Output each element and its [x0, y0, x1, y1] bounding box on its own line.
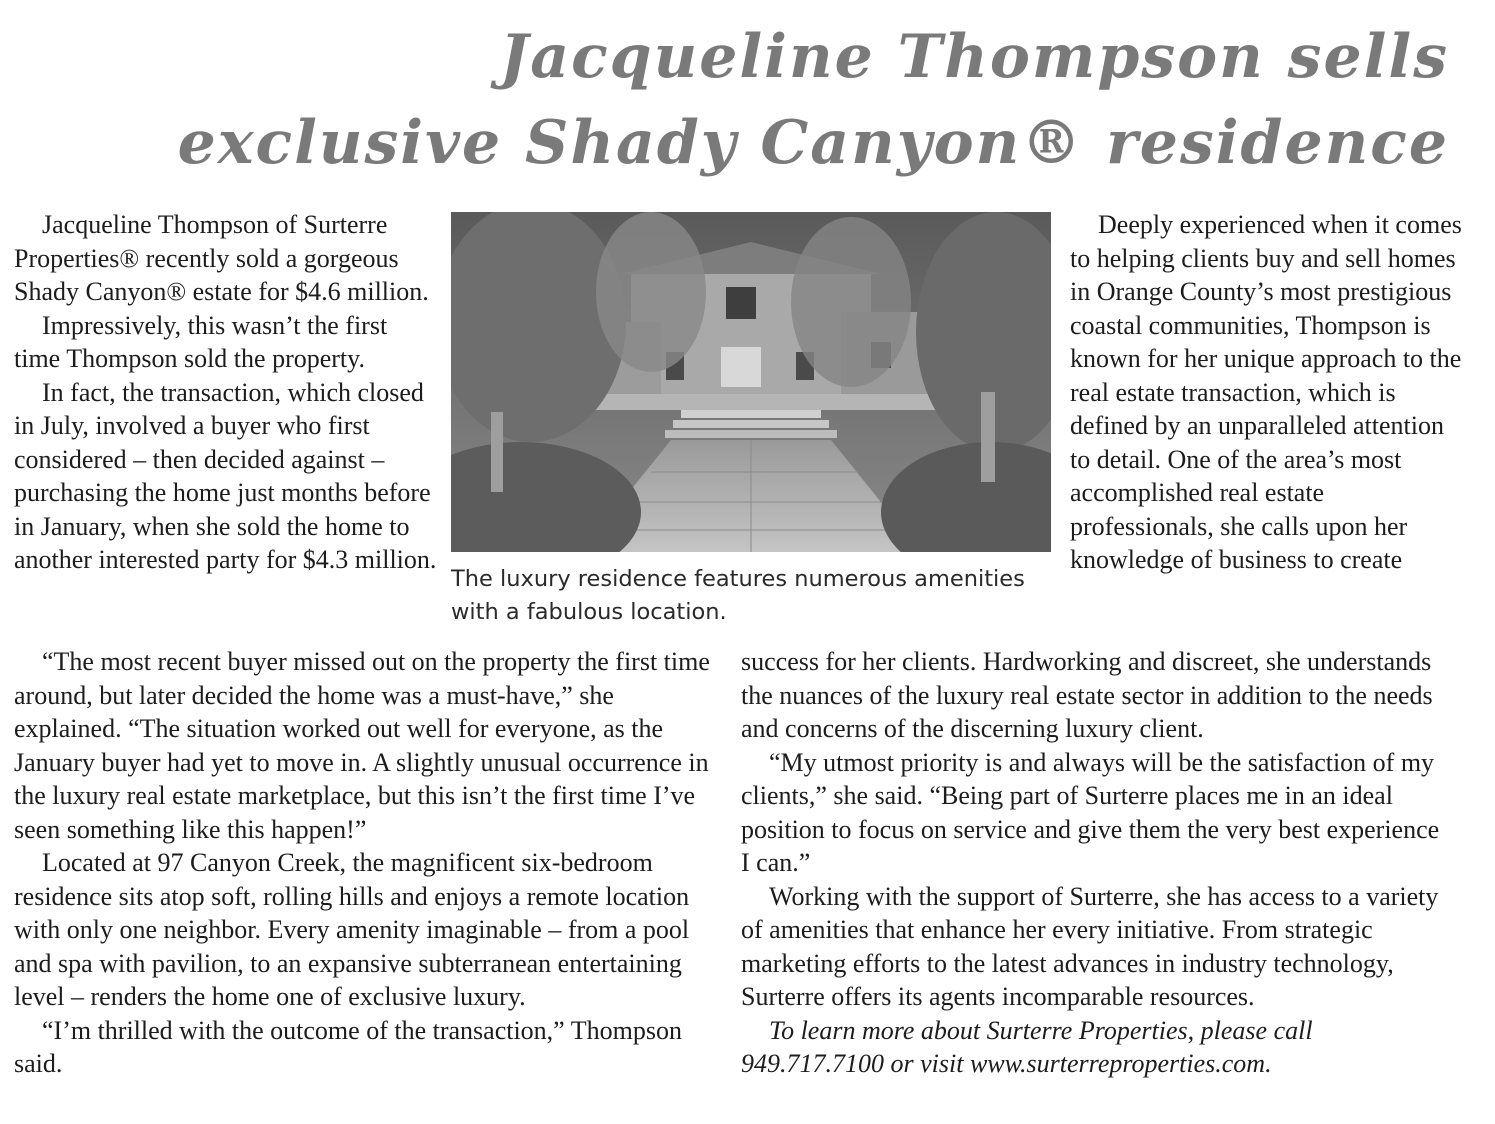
paragraph: Deeply experienced when it comes to helping clients buy and sell homes in Orange County’s most prestigious coastal communities, Thompson is known for her unique approach to the real estate transaction, which is defined by an unparalleled attention to detail. One of the area’s most accomplished real estate professionals, she calls upon her knowledge of business to create: [1070, 210, 1462, 574]
headline: [149, 14, 1449, 186]
paragraph: Jacqueline Thompson of Surterre Properties® recently sold a gorgeous Shady Canyon® estate for $4.6 million.: [14, 210, 429, 306]
paragraph: “I’m thrilled with the outcome of the transaction,” Thompson said.: [14, 1015, 682, 1078]
headline-line-2: exclusive Shady Canyon® residence: [177, 108, 1449, 178]
paragraph: In fact, the transaction, which closed in July, involved a buyer who first considered – then decided against – purchasing the home just months before in January, when she sold the home to another interested party for $4.3 million.: [14, 377, 437, 574]
house-photo-icon: [451, 212, 1051, 552]
paragraph: Located at 97 Canyon Creek, the magnificent six-bedroom residence sits atop soft, rolling hills and enjoys a remote location with only one neighbor. Every amenity imaginable – from a pool and spa with pavilion, to an expansive subterranean entertaining level – renders the home one of exclusive luxury.: [14, 848, 690, 1011]
column-right-top: [1070, 208, 1465, 577]
photo-caption: The luxury residence features numerous amenities with a fabulous location.: [451, 566, 1025, 625]
paragraph: Working with the support of Surterre, she has access to a variety of amenities that enhance her every initiative. From strategic marketing efforts to the latest advances in industry technology, Surterre offers its agents incomparable resources.: [741, 881, 1439, 1011]
house-photo: [451, 212, 1051, 552]
paragraph: “My utmost priority is and always will be the satisfaction of my clients,” she said. “Being part of Surterre places me in an ideal position to focus on service and give them the very best experience I can.”: [741, 747, 1440, 877]
column-left-top: [14, 208, 439, 577]
contact-paragraph: To learn more about Surterre Properties, please call 949.717.7100 or visit www.surterreproperties.com.: [741, 1015, 1313, 1078]
headline-line-1: Jacqueline Thompson sells: [499, 22, 1449, 92]
column-bottom-left: [14, 645, 726, 1081]
column-bottom-right: [741, 645, 1453, 1081]
paragraph-continued: success for her clients. Hardworking and discreet, she understands the nuances of the luxury real estate sector in addition to the needs and concerns of the discerning luxury client.: [741, 647, 1433, 743]
paragraph: Impressively, this wasn’t the first time Thompson sold the property.: [14, 310, 388, 373]
paragraph: “The most recent buyer missed out on the property the first time around, but later decided the home was a must-have,” she explained. “The situation worked out well for everyone, as the January buyer had yet to move in. A slightly unusual occurrence in the luxury real estate marketplace, but this isn’t the first time I’ve seen something like this happen!”: [14, 647, 710, 844]
